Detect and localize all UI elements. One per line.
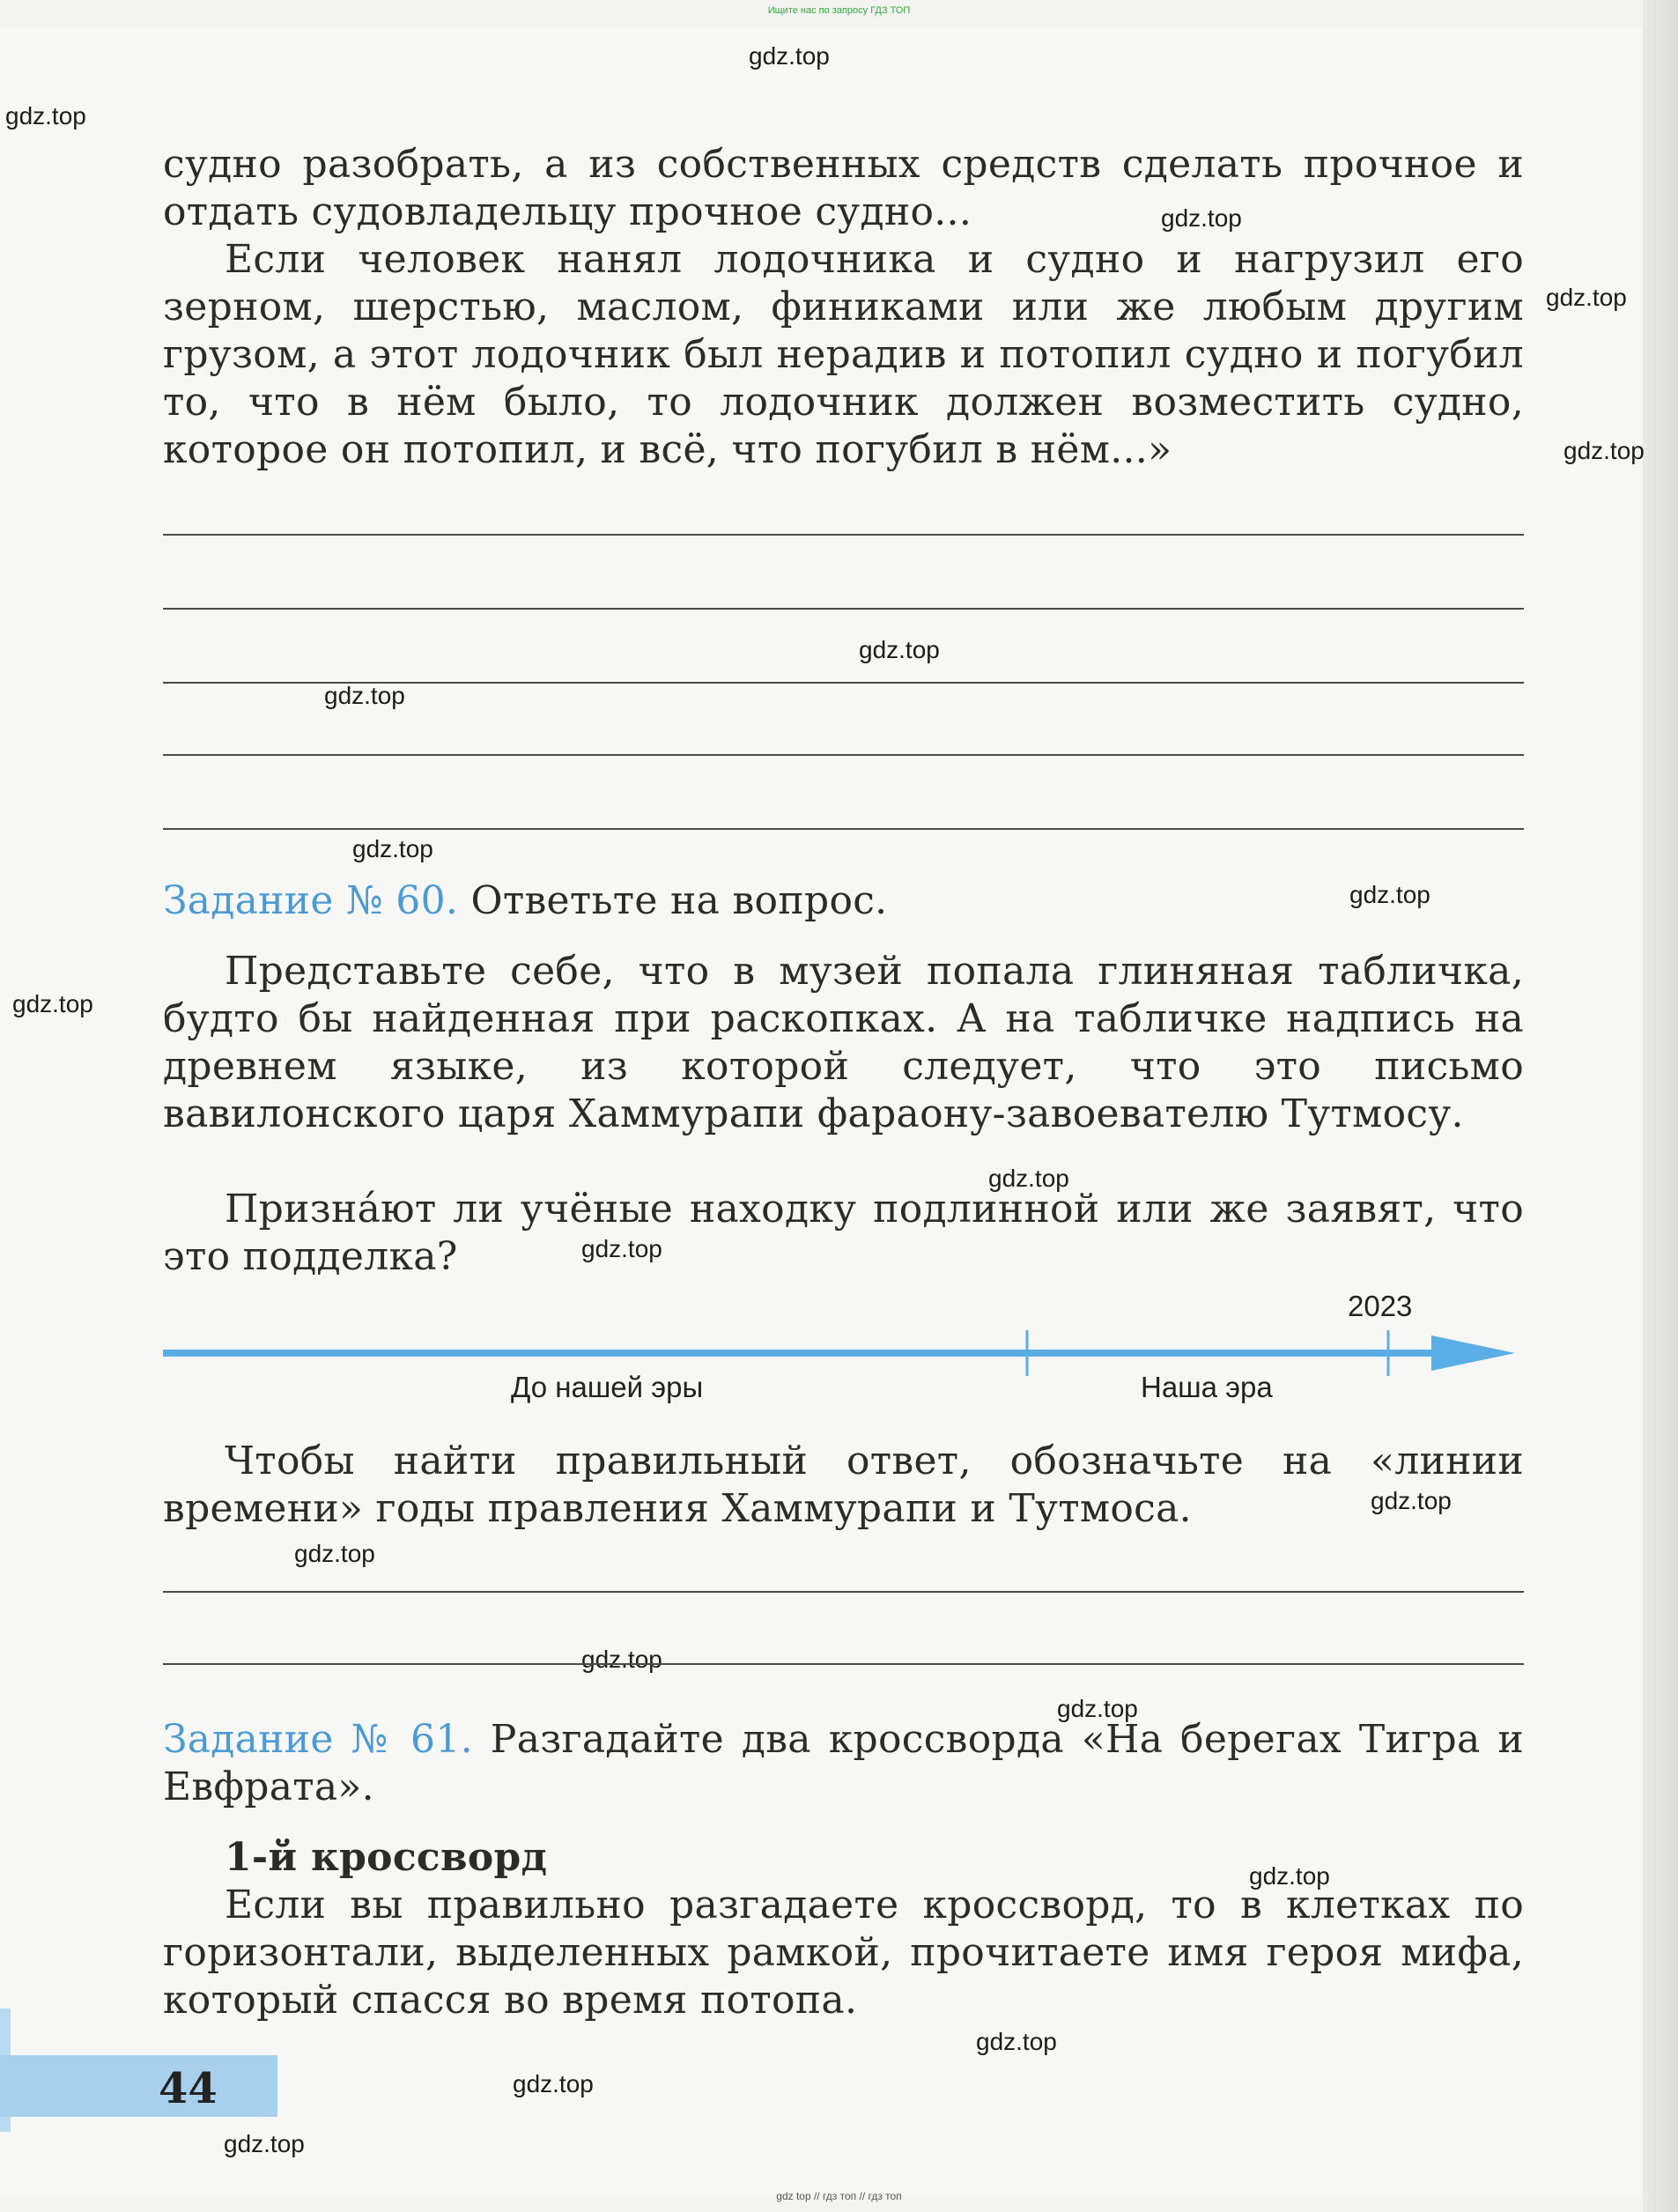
task-61-heading: Задание № 61.: [163, 1717, 473, 1762]
label-common-era: Наша эра: [1141, 1371, 1273, 1403]
answer-line[interactable]: [163, 534, 1524, 536]
time-line-arrowhead: [1431, 1335, 1515, 1371]
watermark: gdz.top: [12, 990, 93, 1017]
answer-line[interactable]: [163, 682, 1524, 684]
page-number: 44: [159, 2064, 218, 2113]
watermark: gdz.top: [324, 682, 405, 709]
task-60-title: [163, 877, 1524, 925]
task-61-instruction: Разгадайте два кроссворда «На берегах Тигра и Евфрата».: [163, 1717, 1524, 1809]
watermark: gdz.top: [1249, 1862, 1330, 1890]
task-61-title: [163, 1716, 1524, 1811]
page-number-tab: [0, 2055, 277, 2117]
watermark: gdz.top: [581, 1235, 662, 1262]
task-60-question: Признáют ли учёные находку подлинной или же заявят, что это подделка?: [163, 1187, 1524, 1279]
answer-line[interactable]: [163, 828, 1524, 830]
watermark: gdz.top: [976, 2028, 1057, 2055]
watermark: gdz.top: [1057, 1695, 1138, 1722]
watermark: gdz.top: [513, 2070, 594, 2097]
label-before-era: До нашей эры: [511, 1371, 704, 1403]
page-edge: [1643, 0, 1678, 2212]
task-60-hint: Чтобы найти правильный ответ, обозначьте на «линии времени» годы правления Хаммурапи и Тутмоса.: [163, 1439, 1524, 1531]
task-60-instruction: Ответьте на вопрос.: [470, 878, 888, 923]
answer-line[interactable]: [163, 1591, 1524, 1593]
time-line-graphic: [163, 1286, 1524, 1427]
time-line[interactable]: [163, 1286, 1524, 1427]
quote-paragraph-end: судно разобрать, а из собственных средств сделать прочное и отдать судовладельцу прочное судно...: [163, 142, 1524, 234]
crossword-1-paragraph: Если вы правильно разгадаете кроссворд, то в клетках по горизонтали, выделенных рамкой, прочитаете имя героя мифа, который спасся во время потопа.: [163, 1883, 1524, 2023]
watermark: gdz.top: [5, 102, 86, 129]
label-year-2023: 2023: [1348, 1290, 1413, 1322]
watermark: gdz.top: [1371, 1487, 1452, 1514]
task-60-paragraph: Представьте себе, что в музей попала глиняная табличка, будто бы найденная при раскопках. А на табличке надпись на древнем языке, из которой следует, что это письмо вавилонского царя Хаммурапи фараону-завоевателю Тутмосу.: [163, 949, 1524, 1136]
watermark: gdz.top: [352, 835, 433, 862]
answer-line[interactable]: [163, 608, 1524, 610]
bottom-note[interactable]: gdz top // гдз топ // гдз топ: [776, 2190, 902, 2202]
answer-line[interactable]: [163, 1663, 1524, 1665]
watermark: gdz.top: [988, 1165, 1069, 1192]
quote-paragraph: Если человек нанял лодочника и судно и нагрузил его зерном, шерстью, маслом, финиками или же любым другим грузом, а этот лодочник был нерадив и потопил судно и погубил то, что в нём было, то лодочник должен возместить судно, которое он потопил, и всё, что погубил в нём...»: [163, 237, 1524, 472]
watermark: gdz.top: [1563, 437, 1645, 464]
crossword-1-heading: 1-й кроссворд: [225, 1835, 548, 1880]
top-note[interactable]: Ищите нас по запросу ГДЗ ТОП: [767, 5, 911, 16]
watermark: gdz.top: [581, 1646, 662, 1673]
watermark: gdz.top: [859, 636, 940, 663]
watermark: gdz.top: [1546, 284, 1627, 311]
watermark: gdz.top: [224, 2130, 305, 2157]
watermark: gdz.top: [1161, 204, 1242, 232]
task-60-heading: Задание № 60.: [163, 878, 459, 923]
watermark: gdz.top: [294, 1540, 375, 1567]
watermark: gdz.top: [749, 42, 830, 70]
watermark: gdz.top: [1349, 881, 1430, 908]
answer-line[interactable]: [163, 754, 1524, 756]
